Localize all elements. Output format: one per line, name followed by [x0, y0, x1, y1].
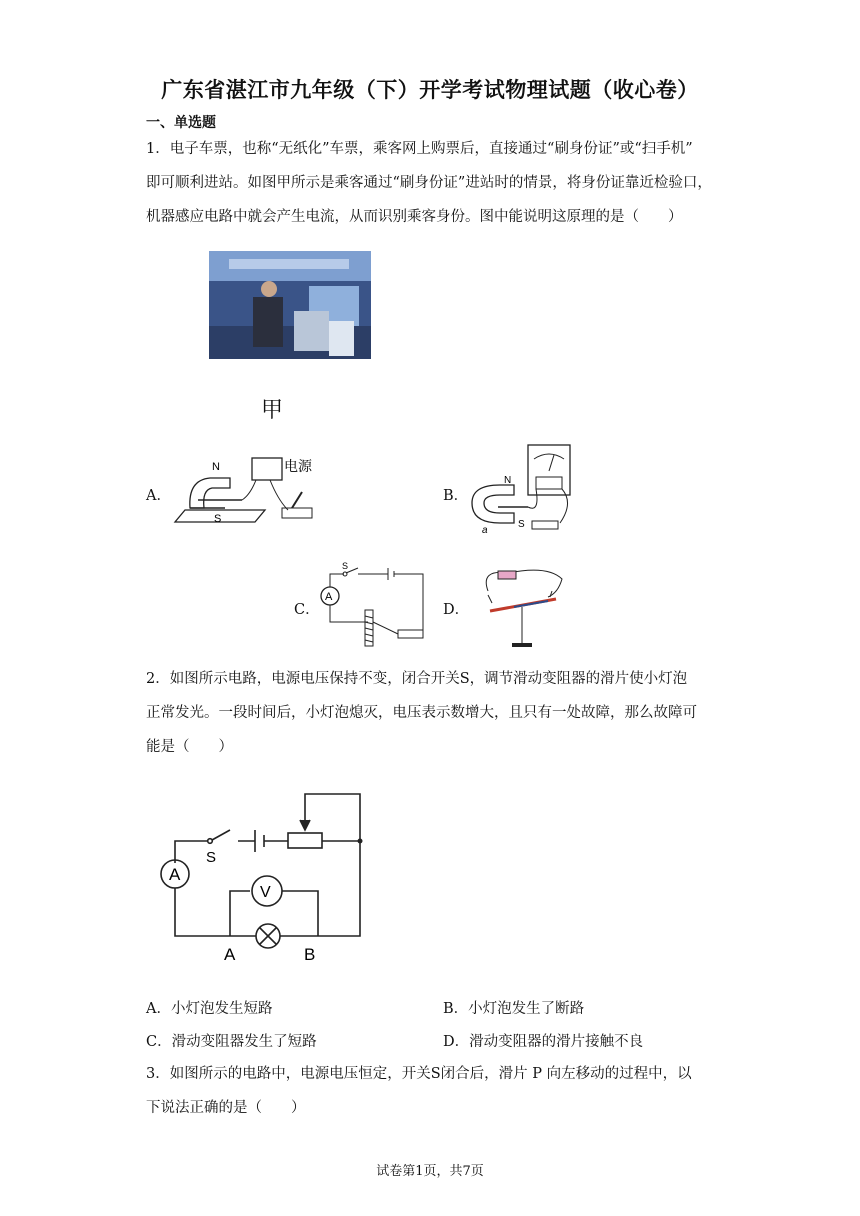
question-line: 即可顺利进站。如图甲所示是乘客通过“刷身份证”进站时的情景，将身份证靠近检验口， [146, 175, 712, 191]
magnet-s-label: S [214, 513, 222, 525]
figure-option-c [318, 560, 433, 650]
voltmeter-label: V [260, 884, 271, 901]
section-heading: 一、单选题 [146, 115, 216, 131]
option-a-label: A． [146, 488, 171, 504]
question-line: 3．如图所示的电路中，电源电压恒定，开关S闭合后，滑片 P 向左移动的过程中，以 [146, 1066, 692, 1082]
figure-option-d [478, 563, 568, 653]
figure-label-jia: 甲 [261, 398, 284, 423]
question-line: 能是（ ） [146, 739, 233, 755]
point-a-label: a [482, 525, 488, 535]
q2-option-c: C．滑动变阻器发生了短路 [146, 1034, 317, 1050]
magnet-n-label: N [212, 461, 220, 473]
ammeter-label: A [325, 591, 333, 603]
exam-title: 广东省湛江市九年级（下）开学考试物理试题（收心卷） [161, 78, 699, 102]
figure-option-a [170, 450, 330, 530]
option-d-label: D． [443, 602, 470, 618]
station-photo [209, 251, 371, 359]
ammeter-label: A [169, 865, 181, 884]
option-b-label: B． [443, 488, 469, 504]
switch-s-label: S [206, 849, 217, 866]
question-1-text [146, 132, 726, 234]
figure-option-b [470, 443, 580, 535]
q2-circuit-diagram [150, 786, 370, 966]
q2-option-d: D．滑动变阻器的滑片接触不良 [443, 1034, 644, 1050]
page-footer: 试卷第1页，共7页 [376, 1164, 484, 1179]
point-b-label: B [304, 945, 316, 964]
magnet-s-label: S [518, 519, 525, 530]
q2-option-b: B．小灯泡发生了断路 [443, 1001, 585, 1017]
magnet-n-label: N [504, 475, 512, 486]
q2-option-a: A．小灯泡发生短路 [146, 1001, 273, 1017]
question-line: 正常发光。一段时间后，小灯泡熄灭，电压表示数增大，且只有一处故障，那么故障可 [146, 705, 697, 721]
question-3-text [146, 1057, 726, 1125]
question-line: 机器感应电路中就会产生电流，从而识别乘客身份。图中能说明这原理的是（ ） [146, 209, 683, 225]
question-line: 1．电子车票，也称“无纸化”车票，乘客网上购票后，直接通过“刷身份证”或“扫手机” [146, 141, 693, 157]
question-2-text [146, 662, 726, 764]
power-source-label: 电源 [284, 458, 312, 474]
switch-s-label: S [342, 561, 349, 571]
question-line: 下说法正确的是（ ） [146, 1100, 306, 1116]
option-c-label: C． [294, 602, 320, 618]
question-line: 2．如图所示电路，电源电压保持不变，闭合开关S，调节滑动变阻器的滑片使小灯泡 [146, 671, 688, 687]
point-a-label: A [224, 945, 236, 964]
